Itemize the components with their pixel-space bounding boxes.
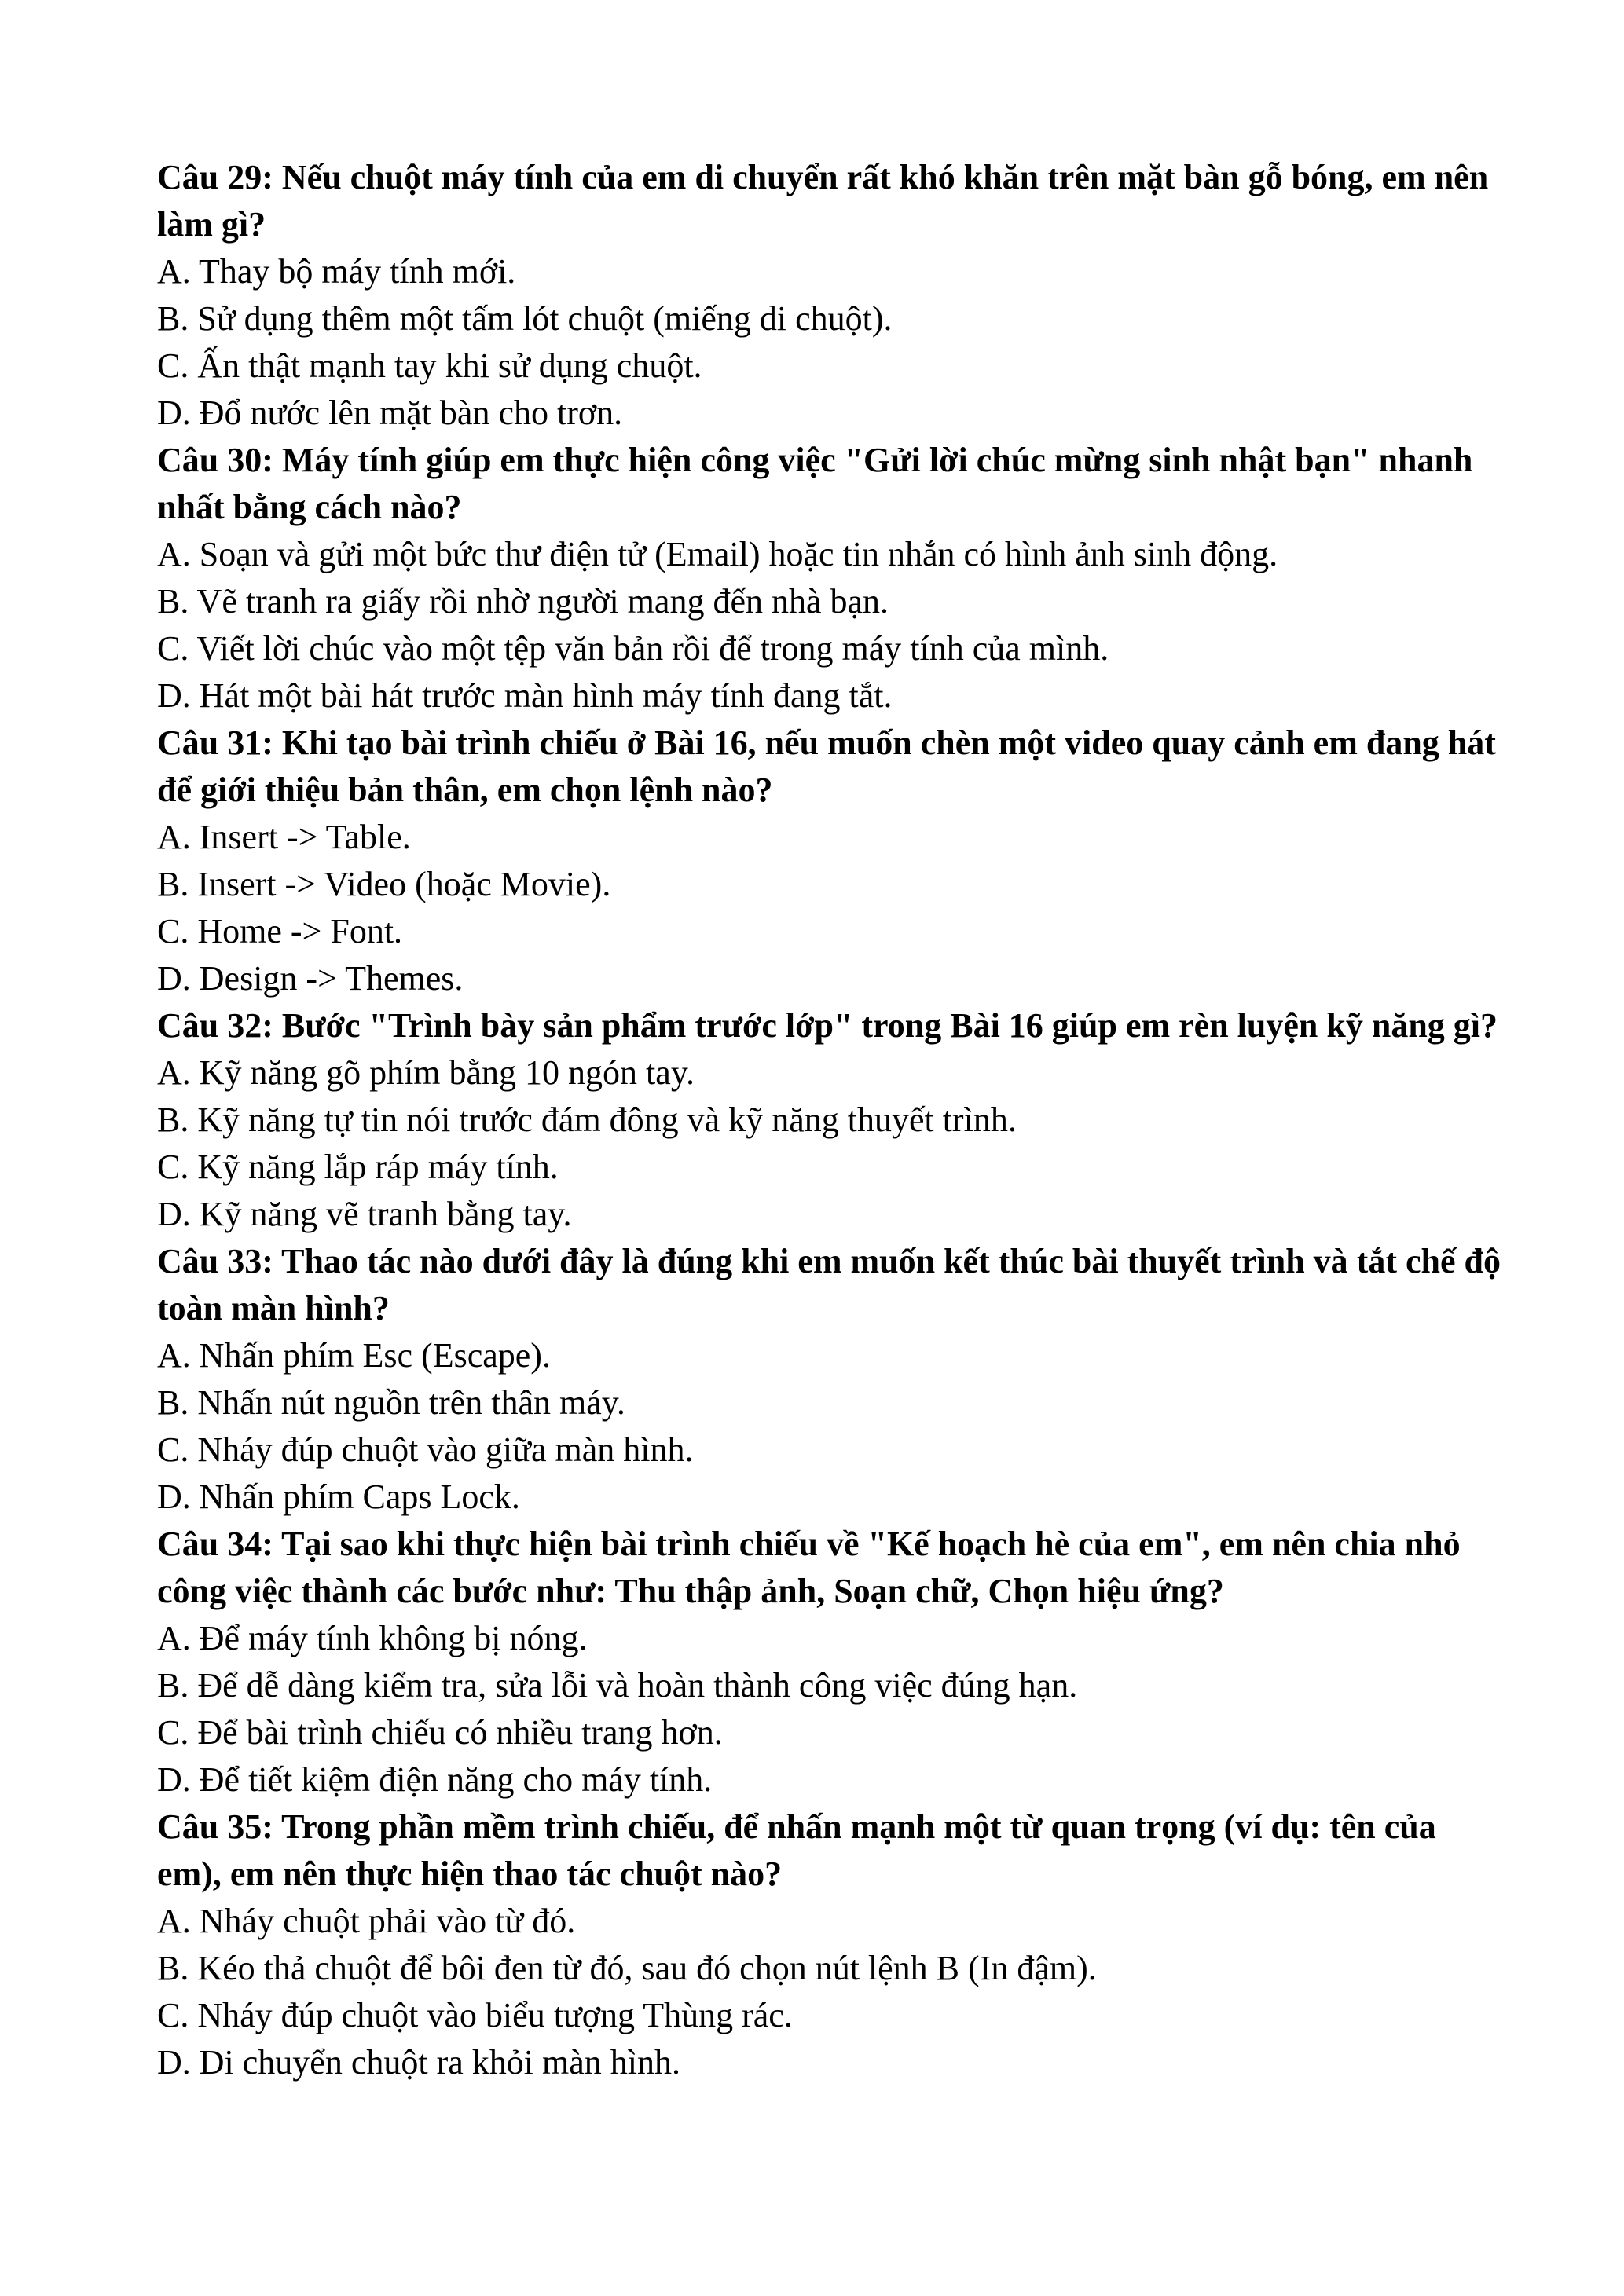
option-d: D. Hát một bài hát trước màn hình máy tính đang tắt. (157, 676, 893, 715)
question-35 (157, 1803, 1509, 2086)
option-a: A. Soạn và gửi một bức thư điện tử (Email) hoặc tin nhắn có hình ảnh sinh động. (157, 535, 1278, 573)
option-d: D. Nhấn phím Caps Lock. (157, 1478, 520, 1516)
question-33 (157, 1238, 1509, 1521)
question-30 (157, 437, 1509, 720)
question-title: Câu 33: Thao tác nào dưới đây là đúng khi em muốn kết thúc bài thuyết trình và tắt chế độ toàn màn hình? (157, 1242, 1501, 1327)
option-d: D. Đổ nước lên mặt bàn cho trơn. (157, 394, 623, 432)
option-a: A. Để máy tính không bị nóng. (157, 1619, 588, 1657)
question-29 (157, 154, 1509, 437)
option-a: A. Nhấn phím Esc (Escape). (157, 1336, 551, 1375)
option-b: B. Insert -> Video (hoặc Movie). (157, 865, 611, 903)
option-d: D. Để tiết kiệm điện năng cho máy tính. (157, 1760, 713, 1799)
option-b: B. Để dễ dàng kiểm tra, sửa lỗi và hoàn thành công việc đúng hạn. (157, 1666, 1078, 1705)
document-page (157, 154, 1509, 2086)
option-c: C. Nháy đúp chuột vào biểu tượng Thùng rác. (157, 1996, 793, 2034)
option-b: B. Kéo thả chuột để bôi đen từ đó, sau đó chọn nút lệnh B (In đậm). (157, 1949, 1097, 1987)
question-title: Câu 34: Tại sao khi thực hiện bài trình chiếu về "Kế hoạch hè của em", em nên chia nhỏ công việc thành các bước như: Thu thập ảnh, Soạn chữ, Chọn hiệu ứng? (157, 1525, 1461, 1610)
question-title: Câu 32: Bước "Trình bày sản phẩm trước lớp" trong Bài 16 giúp em rèn luyện kỹ năng gì? (157, 1006, 1498, 1045)
option-c: C. Để bài trình chiếu có nhiều trang hơn. (157, 1713, 723, 1752)
question-title: Câu 29: Nếu chuột máy tính của em di chuyển rất khó khăn trên mặt bàn gỗ bóng, em nên làm gì? (157, 158, 1489, 244)
option-b: B. Vẽ tranh ra giấy rồi nhờ người mang đến nhà bạn. (157, 582, 889, 621)
option-c: C. Home -> Font. (157, 912, 403, 950)
option-d: D. Design -> Themes. (157, 959, 464, 998)
option-c: C. Nháy đúp chuột vào giữa màn hình. (157, 1430, 694, 1469)
option-b: B. Kỹ năng tự tin nói trước đám đông và kỹ năng thuyết trình. (157, 1100, 1017, 1139)
option-a: A. Kỹ năng gõ phím bằng 10 ngón tay. (157, 1053, 695, 1092)
option-c: C. Viết lời chúc vào một tệp văn bản rồi để trong máy tính của mình. (157, 629, 1109, 668)
option-d: D. Di chuyển chuột ra khỏi màn hình. (157, 2043, 680, 2082)
option-c: C. Ấn thật mạnh tay khi sử dụng chuột. (157, 346, 702, 385)
option-a: A. Nháy chuột phải vào từ đó. (157, 1902, 576, 1940)
question-title: Câu 30: Máy tính giúp em thực hiện công việc "Gửi lời chúc mừng sinh nhật bạn" nhanh nhất bằng cách nào? (157, 441, 1473, 526)
option-a: A. Insert -> Table. (157, 818, 411, 856)
question-34 (157, 1521, 1509, 1803)
question-title: Câu 31: Khi tạo bài trình chiếu ở Bài 16, nếu muốn chèn một video quay cảnh em đang hát để giới thiệu bản thân, em chọn lệnh nào? (157, 723, 1496, 809)
option-b: B. Nhấn nút nguồn trên thân máy. (157, 1383, 625, 1422)
question-title: Câu 35: Trong phần mềm trình chiếu, để nhấn mạnh một từ quan trọng (ví dụ: tên của em), em nên thực hiện thao tác chuột nào? (157, 1807, 1436, 1893)
question-31 (157, 720, 1509, 1002)
option-a: A. Thay bộ máy tính mới. (157, 252, 516, 291)
option-c: C. Kỹ năng lắp ráp máy tính. (157, 1148, 559, 1186)
option-b: B. Sử dụng thêm một tấm lót chuột (miếng di chuột). (157, 299, 893, 338)
option-d: D. Kỹ năng vẽ tranh bằng tay. (157, 1195, 572, 1233)
question-32 (157, 1002, 1509, 1238)
